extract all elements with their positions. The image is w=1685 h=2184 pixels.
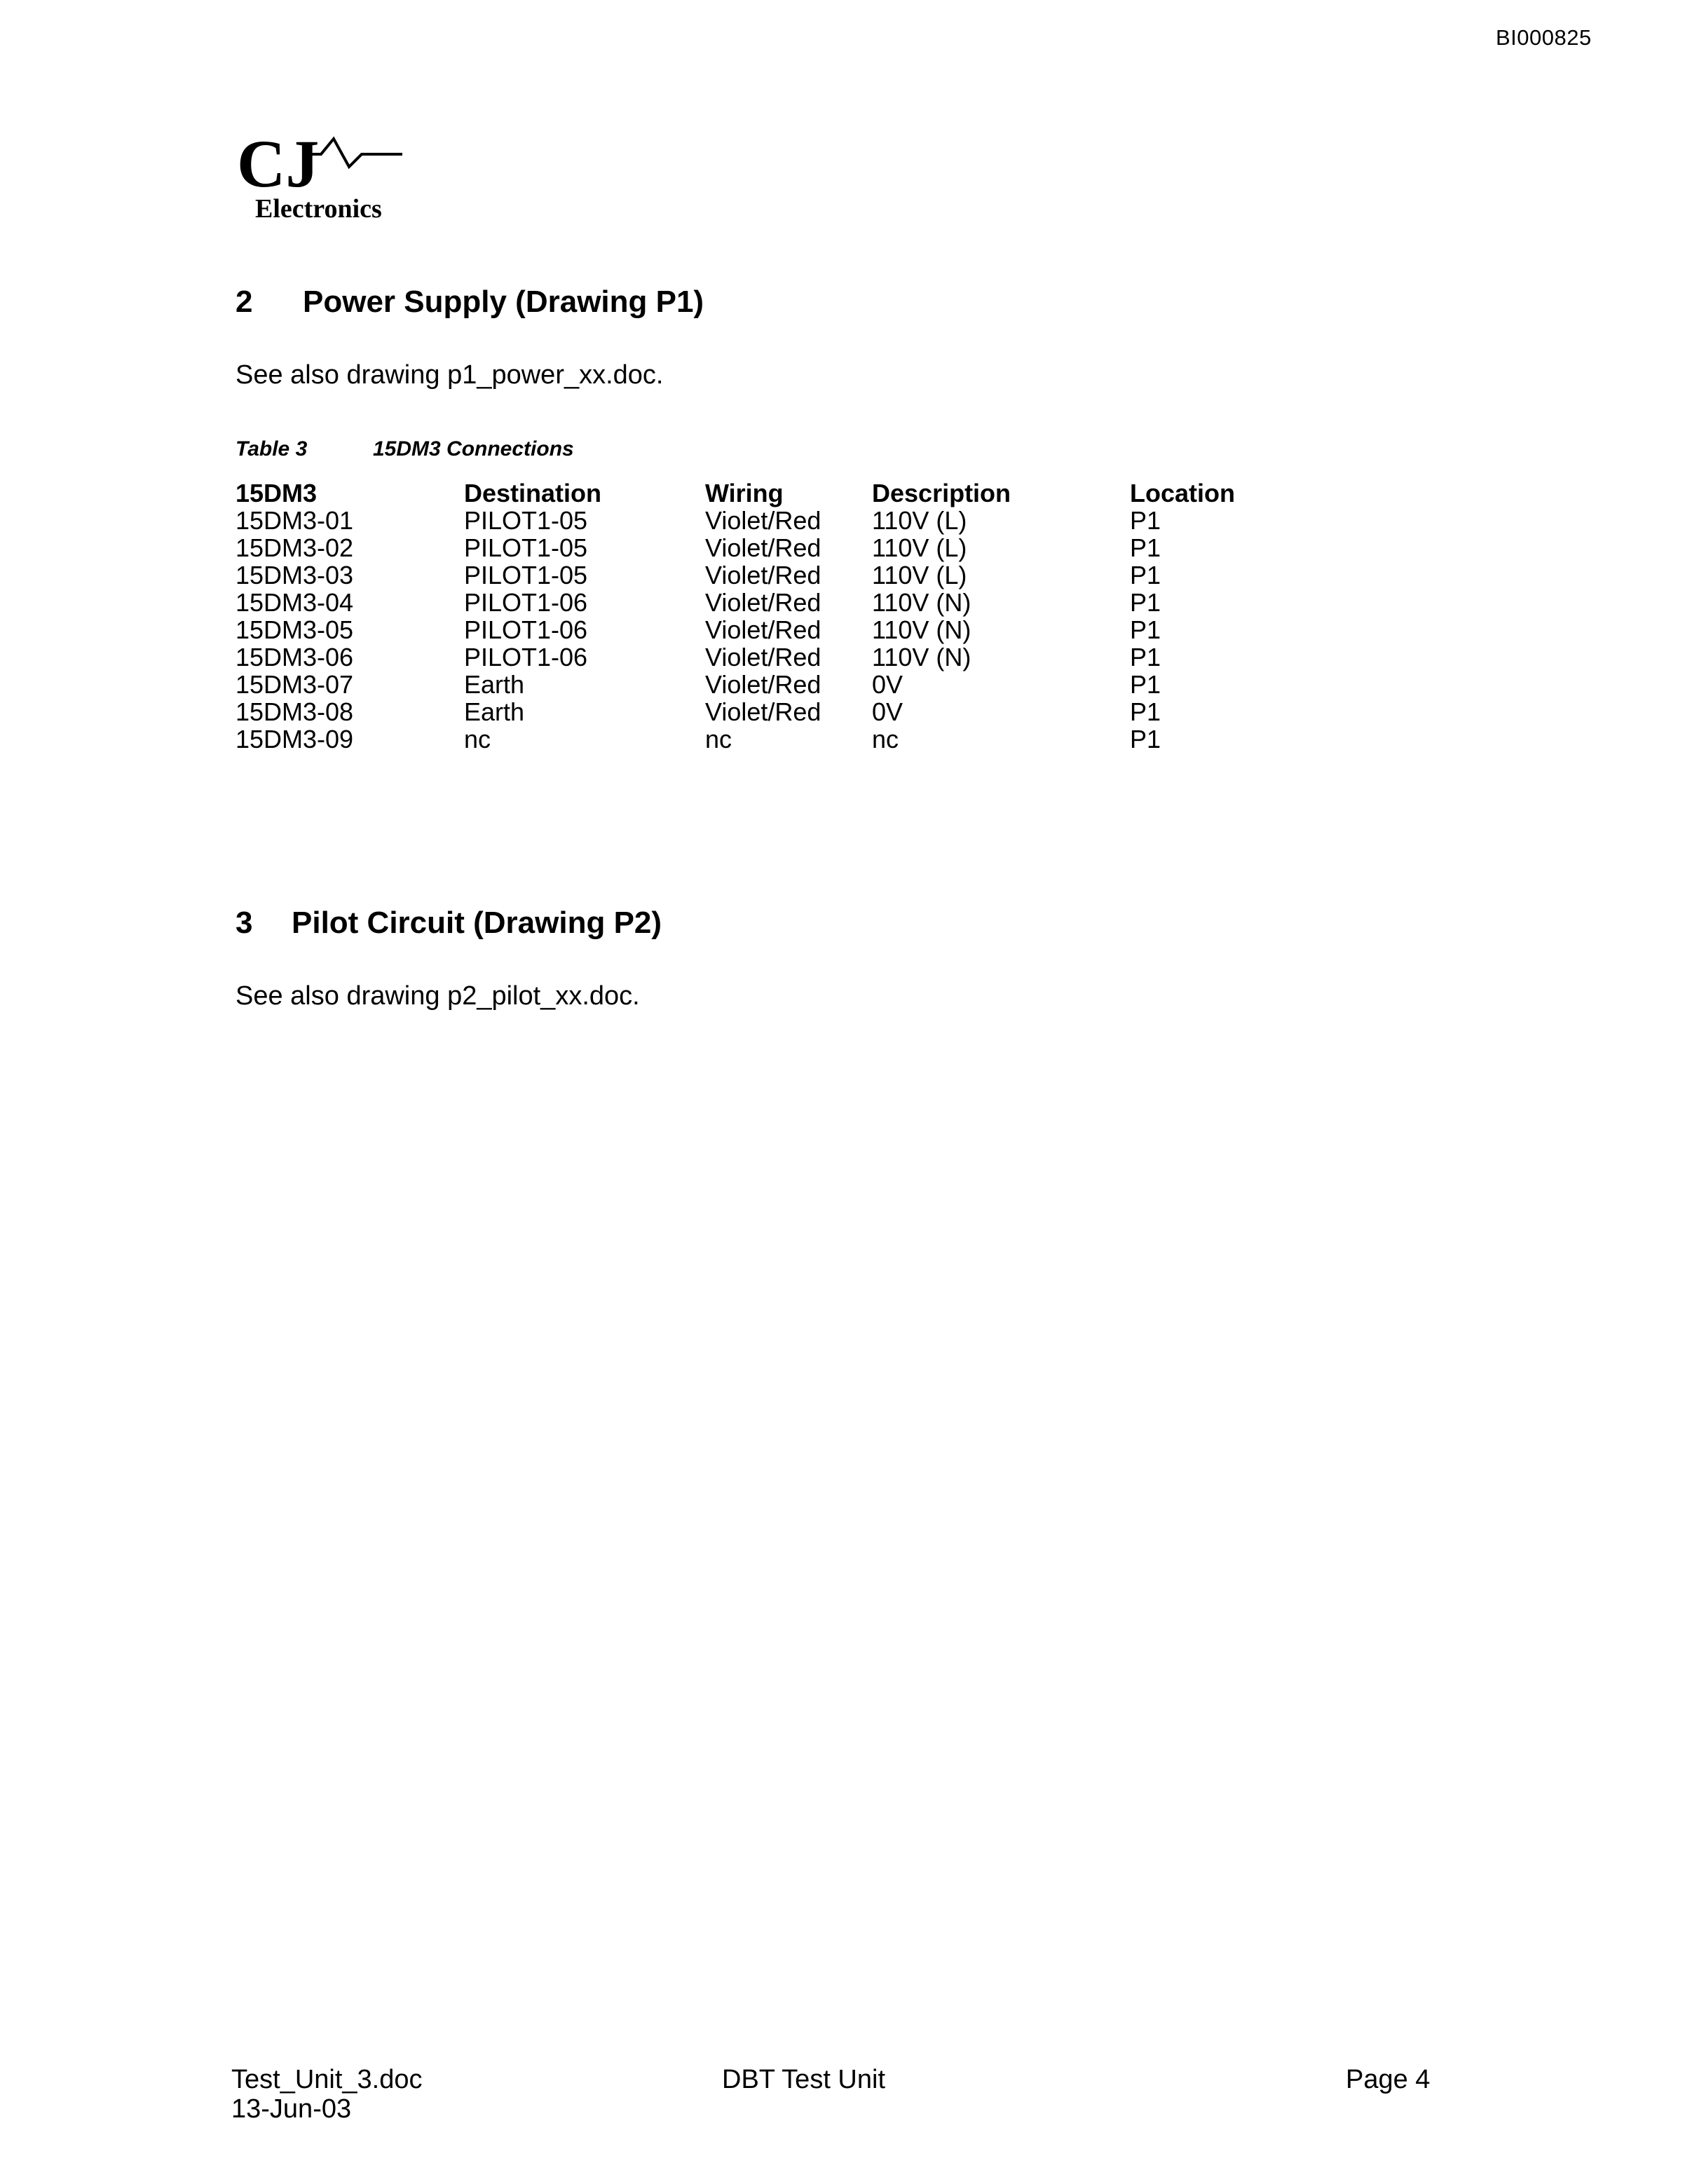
- footer-filename: Test_Unit_3.doc: [231, 2065, 423, 2094]
- table-cell: 15DM3-06: [236, 643, 354, 671]
- table-header-row: [236, 479, 1245, 507]
- table-cell: 110V (L): [872, 561, 967, 589]
- table-cell: PILOT1-06: [464, 615, 588, 644]
- table-cell: Violet/Red: [705, 561, 821, 589]
- table-cell: Violet/Red: [705, 615, 821, 644]
- table-cell: 110V (N): [872, 643, 971, 671]
- section-2-title: Power Supply (Drawing P1): [303, 285, 704, 319]
- table-cell: 110V (L): [872, 533, 967, 562]
- table-cell: PILOT1-05: [464, 533, 588, 562]
- section-3-text: See also drawing p2_pilot_xx.doc.: [236, 981, 640, 1011]
- table-cell: P1: [1130, 615, 1161, 644]
- document-id: BI000825: [1496, 25, 1592, 50]
- table-cell: Violet/Red: [705, 697, 821, 726]
- table-cell: 110V (N): [872, 615, 971, 644]
- table-cell: Violet/Red: [705, 643, 821, 671]
- table-cell: P1: [1130, 561, 1161, 589]
- table-row: [236, 643, 1245, 671]
- section-3-number: 3: [236, 906, 253, 940]
- table-cell: P1: [1130, 697, 1161, 726]
- connections-table: [236, 479, 1245, 753]
- table-cell: 15DM3-02: [236, 533, 354, 562]
- table-cell: 15DM3-03: [236, 561, 354, 589]
- table-row: [236, 507, 1245, 534]
- table-caption-label: Table 3: [236, 437, 308, 460]
- table-row: [236, 534, 1245, 561]
- column-header: Wiring: [705, 479, 784, 507]
- table-caption-title: 15DM3 Connections: [373, 437, 574, 460]
- table-cell: 110V (N): [872, 588, 971, 617]
- table-cell: 0V: [872, 697, 903, 726]
- table-cell: P1: [1130, 725, 1161, 753]
- section-3-heading: [236, 906, 662, 941]
- table-row: [236, 671, 1245, 698]
- table-cell: nc: [464, 725, 491, 753]
- section-2-number: 2: [236, 285, 253, 319]
- footer-title: DBT Test Unit: [722, 2065, 886, 2094]
- table-cell: PILOT1-06: [464, 588, 588, 617]
- table-row: [236, 698, 1245, 725]
- column-header: Destination: [464, 479, 602, 507]
- table-cell: Earth: [464, 670, 525, 699]
- table-cell: 15DM3-07: [236, 670, 354, 699]
- table-row: [236, 725, 1245, 753]
- column-header: Description: [872, 479, 1011, 507]
- table-caption: [236, 437, 574, 461]
- section-2-text: See also drawing p1_power_xx.doc.: [236, 360, 664, 390]
- company-logo: [237, 126, 419, 224]
- table-cell: P1: [1130, 588, 1161, 617]
- table-cell: nc: [705, 725, 732, 753]
- table-cell: 15DM3-05: [236, 615, 354, 644]
- table-cell: Violet/Red: [705, 670, 821, 699]
- section-3-title: Pilot Circuit (Drawing P2): [292, 906, 662, 940]
- table-cell: PILOT1-05: [464, 506, 588, 535]
- logo-subtitle: Electronics: [255, 194, 382, 224]
- table-cell: Violet/Red: [705, 533, 821, 562]
- table-cell: PILOT1-06: [464, 643, 588, 671]
- table-cell: 15DM3-09: [236, 725, 354, 753]
- footer-date: 13-Jun-03: [231, 2094, 352, 2124]
- table-cell: Violet/Red: [705, 588, 821, 617]
- column-header: 15DM3: [236, 479, 318, 507]
- table-cell: 15DM3-08: [236, 697, 354, 726]
- table-cell: nc: [872, 725, 899, 753]
- logo-letters: CJ: [237, 126, 320, 201]
- column-header: Location: [1130, 479, 1235, 507]
- table-cell: Violet/Red: [705, 506, 821, 535]
- section-2-heading: [236, 285, 704, 320]
- table-row: [236, 589, 1245, 616]
- table-row: [236, 616, 1245, 643]
- table-cell: 15DM3-01: [236, 506, 354, 535]
- table-cell: P1: [1130, 670, 1161, 699]
- footer-left: [231, 2065, 423, 2124]
- table-cell: 15DM3-04: [236, 588, 354, 617]
- table-cell: P1: [1130, 533, 1161, 562]
- table-cell: P1: [1130, 643, 1161, 671]
- table-cell: Earth: [464, 697, 525, 726]
- footer-page-number: Page 4: [1346, 2065, 1431, 2094]
- logo-mark: [237, 126, 419, 224]
- table-row: [236, 561, 1245, 589]
- table-cell: PILOT1-05: [464, 561, 588, 589]
- table-cell: 110V (L): [872, 506, 967, 535]
- table-cell: 0V: [872, 670, 903, 699]
- table-cell: P1: [1130, 506, 1161, 535]
